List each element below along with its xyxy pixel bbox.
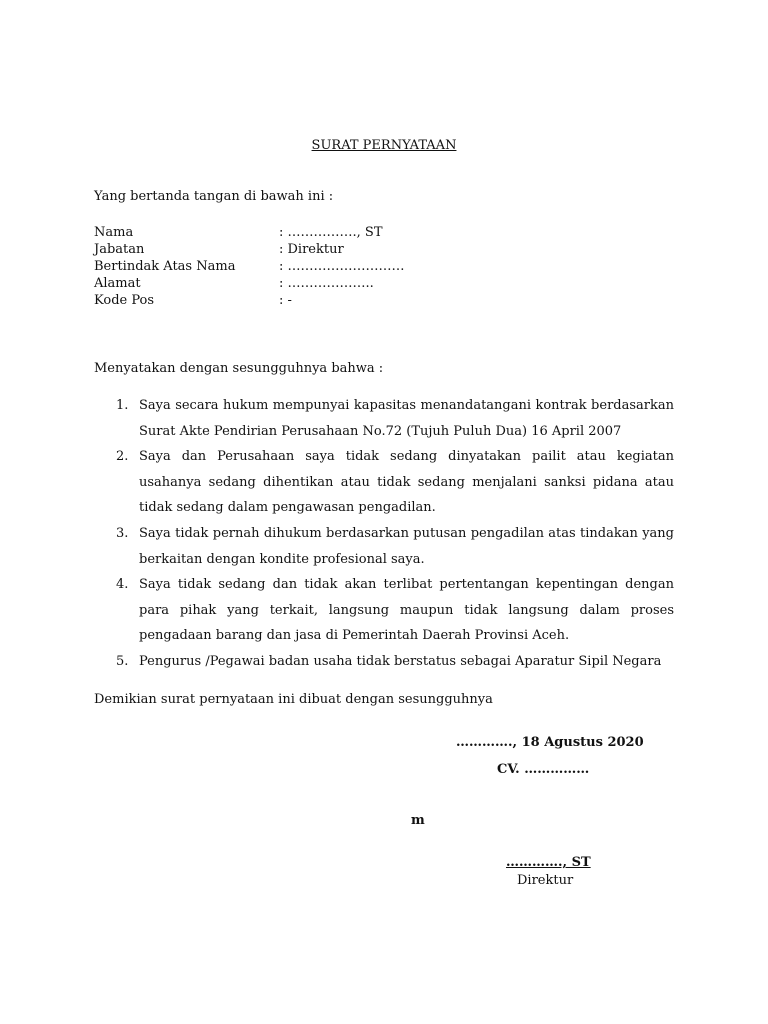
field-value-alamat: : ……………….. (279, 276, 374, 291)
field-value-bertindak: : ……………………… (279, 259, 405, 274)
company-line: CV. …………… (497, 762, 590, 777)
intro-text: Yang bertanda tangan di bawah ini : (94, 189, 334, 204)
declaration-intro: Menyatakan dengan sesungguhnya bahwa : (94, 361, 384, 376)
statement-text: Saya dan Perusahaan saya tidak sedang dinyatakan pailit atau kegiatan usahanya sedang dihentikan atau tidak sedang menjalani sanksi pidana atau tidak sedang dalam pengawasan pengadilan. (139, 449, 674, 516)
statement-list (94, 393, 674, 675)
statement-item (94, 444, 674, 521)
field-value-nama: : ……………., ST (279, 225, 383, 240)
statement-number: 3. (116, 525, 129, 541)
field-label-alamat: Alamat (94, 276, 141, 291)
statement-number: 5. (116, 653, 129, 669)
statement-item (94, 649, 674, 675)
document-title: SURAT PERNYATAAN (311, 138, 457, 153)
statement-text: Saya secara hukum mempunyai kapasitas menandatangani kontrak berdasarkan Surat Akte Pendirian Perusahaan No.72 (Tujuh Puluh Dua) 16 April 2007 (139, 398, 674, 439)
statement-number: 4. (116, 577, 129, 593)
statement-item (94, 393, 674, 444)
signatory-title: Direktur (517, 873, 574, 888)
field-label-jabatan: Jabatan (94, 242, 145, 257)
date-line: …………., 18 Agustus 2020 (456, 735, 644, 750)
statement-number: 1. (116, 398, 129, 413)
statement-item (94, 521, 674, 572)
closing-text: Demikian surat pernyataan ini dibuat dengan sesungguhnya (94, 692, 493, 707)
field-value-kode-pos: : - (279, 293, 292, 308)
statement-text: Saya tidak sedang dan tidak akan terlibat pertentangan kepentingan dengan para pihak yang terkait, langsung maupun tidak langsung dalam proses pengadaan barang dan jasa di Pemerintah Daerah Provinsi Aceh. (139, 577, 674, 644)
statement-item (94, 572, 674, 649)
statement-text: Pengurus /Pegawai badan usaha tidak berstatus sebagai Aparatur Sipil Negara (139, 653, 662, 669)
field-label-bertindak: Bertindak Atas Nama (94, 259, 236, 274)
field-label-kode-pos: Kode Pos (94, 293, 155, 308)
signatory-name: …………., ST (506, 855, 591, 870)
field-value-jabatan: : Direktur (279, 242, 344, 257)
statement-number: 2. (116, 449, 129, 465)
statement-text: Saya tidak pernah dihukum berdasarkan putusan pengadilan atas tindakan yang berkaitan dengan kondite profesional saya. (139, 525, 674, 567)
field-label-nama: Nama (94, 225, 134, 240)
stamp-mark: m (411, 813, 425, 828)
